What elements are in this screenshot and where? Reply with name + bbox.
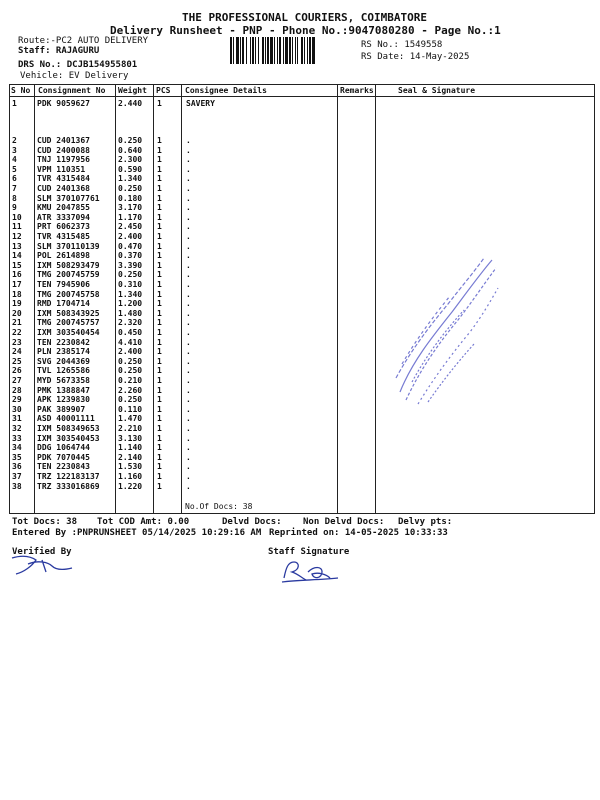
table-row <box>0 338 600 348</box>
row-sno: 29 <box>12 395 22 405</box>
row-pcs: 1 <box>157 203 162 213</box>
row-sno: 28 <box>12 385 22 395</box>
row-consignment-no: IXM 508343925 <box>37 308 100 318</box>
table-row <box>0 155 600 165</box>
row-consignee: . <box>186 241 191 251</box>
row-consignment-no: KMU 2047855 <box>37 203 90 213</box>
row-consignee: . <box>186 232 191 241</box>
row-sno: 2 <box>12 136 17 145</box>
col-header-sno: S No <box>11 86 31 95</box>
row-consignment-no: TVR 4315484 <box>37 174 90 184</box>
row-sno: 14 <box>12 251 22 261</box>
rs-number: RS No.: 1549558 <box>361 40 443 50</box>
barcode-bar <box>246 37 247 64</box>
row-sno: 3 <box>12 145 17 155</box>
row-pcs: 1 <box>157 424 162 433</box>
row-pcs: 1 <box>157 280 162 289</box>
barcode-bar <box>301 37 303 64</box>
row-pcs: 1 <box>157 164 162 174</box>
row-weight: 2.440 <box>118 99 143 108</box>
table-header-divider <box>9 96 595 97</box>
row-weight: 0.590 <box>118 164 143 174</box>
row-weight: 0.180 <box>118 193 143 203</box>
row-sno: 10 <box>12 212 22 222</box>
row-weight: 2.450 <box>118 222 143 232</box>
row-weight: 2.320 <box>118 318 143 328</box>
row-consignee: . <box>186 203 191 213</box>
row-pcs: 1 <box>157 99 162 108</box>
row-sno: 26 <box>12 366 22 376</box>
row-sno: 36 <box>12 462 22 472</box>
col-header-consignee: Consignee Details <box>185 86 267 95</box>
row-consignment-no: SLM 370110139 <box>37 241 100 251</box>
row-pcs: 1 <box>157 414 162 424</box>
staff-signature-label: Staff Signature <box>268 547 350 557</box>
row-pcs: 1 <box>157 232 162 241</box>
table-row <box>0 376 600 386</box>
barcode-bar <box>267 37 269 64</box>
table-row <box>0 366 600 376</box>
col-header-weight: Weight <box>118 86 147 95</box>
row-consignee: . <box>186 299 191 309</box>
row-consignment-no: TEN 2230842 <box>37 337 90 347</box>
row-sno: 17 <box>12 280 22 289</box>
entered-by: Entered By :PNPRUNSHEET 05/14/2025 10:29:16 AM <box>12 528 262 538</box>
row-sno: 19 <box>12 299 22 309</box>
table-row <box>0 203 600 213</box>
row-weight: 1.220 <box>118 481 143 491</box>
table-row <box>0 395 600 405</box>
row-pcs: 1 <box>157 136 162 145</box>
row-pcs: 1 <box>157 308 162 318</box>
barcode-bar <box>230 37 232 64</box>
row-pcs: 1 <box>157 270 162 280</box>
non-delivered-docs: Non Delvd Docs: <box>303 517 385 527</box>
table-row <box>0 270 600 280</box>
row-weight: 0.370 <box>118 251 143 261</box>
barcode-bar <box>277 37 278 64</box>
total-docs: Tot Docs: 38 <box>12 517 78 527</box>
row-weight: 1.470 <box>118 414 143 424</box>
row-pcs: 1 <box>157 347 162 357</box>
row-sno: 31 <box>12 414 22 424</box>
row-pcs: 1 <box>157 385 162 395</box>
row-consignee: . <box>186 433 191 443</box>
row-pcs: 1 <box>157 472 162 481</box>
row-weight: 0.310 <box>118 280 143 289</box>
verified-by-label: Verified By <box>12 547 72 557</box>
row-pcs: 1 <box>157 356 162 366</box>
table-row <box>0 453 600 463</box>
row-weight: 1.200 <box>118 299 143 309</box>
row-consignee: . <box>186 308 191 318</box>
reprinted-on: Reprinted on: 14-05-2025 10:33:33 <box>269 528 448 538</box>
row-consignee: . <box>186 174 191 184</box>
row-consignment-no: ATR 3337094 <box>37 212 90 222</box>
row-weight: 1.170 <box>118 212 143 222</box>
row-consignee: . <box>186 347 191 357</box>
row-consignment-no: PLN 2385174 <box>37 347 90 357</box>
row-sno: 27 <box>12 376 22 385</box>
row-consignee: . <box>186 385 191 395</box>
row-sno: 16 <box>12 270 22 280</box>
barcode-bar <box>250 37 251 64</box>
row-consignment-no: TRZ 122183137 <box>37 472 100 481</box>
row-weight: 2.400 <box>118 232 143 241</box>
company-name: THE PROFESSIONAL COURIERS, COIMBATORE <box>182 11 428 24</box>
row-consignee: . <box>186 404 191 414</box>
row-consignee: . <box>186 462 191 472</box>
row-pcs: 1 <box>157 328 162 337</box>
table-row <box>0 261 600 271</box>
row-consignment-no: IXM 303540453 <box>37 433 100 443</box>
barcode-bar <box>274 37 275 64</box>
table-row <box>0 184 600 194</box>
row-consignment-no: TMG 200745759 <box>37 270 100 280</box>
table-row <box>0 318 600 328</box>
row-consignee: . <box>186 136 191 145</box>
row-consignee: . <box>186 414 191 424</box>
table-row <box>0 472 600 482</box>
barcode-bar <box>265 37 266 64</box>
row-pcs: 1 <box>157 481 162 491</box>
row-pcs: 1 <box>157 366 162 376</box>
row-weight: 3.170 <box>118 203 143 213</box>
row-consignee: . <box>186 481 191 491</box>
row-weight: 0.250 <box>118 395 143 405</box>
row-consignee: . <box>186 184 191 193</box>
row-consignee: . <box>186 424 191 433</box>
delivery-stamp <box>392 252 502 412</box>
row-sno: 34 <box>12 443 22 453</box>
table-row <box>0 194 600 204</box>
table-row <box>0 299 600 309</box>
row-sno: 25 <box>12 356 22 366</box>
row-weight: 2.300 <box>118 155 143 165</box>
barcode-bar <box>255 37 256 64</box>
table-row <box>0 222 600 232</box>
barcode-bar <box>307 37 308 64</box>
row-sno: 15 <box>12 260 22 270</box>
row-sno: 13 <box>12 241 22 251</box>
table-row <box>0 424 600 434</box>
row-sno: 5 <box>12 164 17 174</box>
table-row <box>0 347 600 357</box>
row-pcs: 1 <box>157 241 162 251</box>
row-consignment-no: PAK 389907 <box>37 404 86 414</box>
row-consignment-no: PMK 1388847 <box>37 385 90 395</box>
row-weight: 0.640 <box>118 145 143 155</box>
row-weight: 2.260 <box>118 385 143 395</box>
row-sno: 4 <box>12 155 17 165</box>
row-sno: 7 <box>12 184 17 193</box>
staff-signature <box>278 558 342 584</box>
barcode-bar <box>240 37 241 64</box>
row-consignment-no: MYD 5673358 <box>37 376 90 385</box>
barcode-bar <box>297 37 298 64</box>
row-sno: 8 <box>12 193 17 203</box>
row-consignment-no: IXM 508349653 <box>37 424 100 433</box>
row-consignee: . <box>186 366 191 376</box>
row-consignment-no: TMG 200745758 <box>37 289 100 299</box>
barcode-bar <box>283 37 284 64</box>
row-consignment-no: TVR 4315485 <box>37 232 90 241</box>
col-header-pcs: PCS <box>156 86 171 95</box>
row-sno: 9 <box>12 203 17 213</box>
row-sno: 12 <box>12 232 22 241</box>
barcode-bar <box>295 37 296 64</box>
row-sno: 6 <box>12 174 17 184</box>
table-row <box>0 482 600 492</box>
row-weight: 0.210 <box>118 376 143 385</box>
row-sno: 32 <box>12 424 22 433</box>
col-header-consignment: Consignment No <box>38 86 106 95</box>
row-consignee: . <box>186 395 191 405</box>
row-pcs: 1 <box>157 443 162 453</box>
row-consignment-no: RMD 1704714 <box>37 299 90 309</box>
row-weight: 0.250 <box>118 356 143 366</box>
row-consignment-no: IXM 303540454 <box>37 328 100 337</box>
row-sno: 23 <box>12 337 22 347</box>
rs-date: RS Date: 14-May-2025 <box>361 52 470 62</box>
row-consignment-no: VPM 110351 <box>37 164 86 174</box>
row-sno: 38 <box>12 481 22 491</box>
row-sno: 37 <box>12 472 22 481</box>
row-consignment-no: IXM 508293479 <box>37 260 100 270</box>
row-weight: 3.390 <box>118 260 143 270</box>
row-consignee: . <box>186 472 191 481</box>
row-pcs: 1 <box>157 184 162 193</box>
row-pcs: 1 <box>157 299 162 309</box>
table-row <box>0 386 600 396</box>
row-consignee: . <box>186 145 191 155</box>
barcode-bar <box>242 37 244 64</box>
row-pcs: 1 <box>157 174 162 184</box>
barcode-bar <box>236 37 239 64</box>
row-consignee: . <box>186 289 191 299</box>
row-consignment-no: TEN 2230843 <box>37 462 90 472</box>
row-pcs: 1 <box>157 289 162 299</box>
row-consignee: . <box>186 337 191 347</box>
row-consignment-no: ASD 40001111 <box>37 414 95 424</box>
row-consignee: . <box>186 212 191 222</box>
row-consignee: . <box>186 452 191 462</box>
row-weight: 0.250 <box>118 136 143 145</box>
table-row <box>0 165 600 175</box>
row-pcs: 1 <box>157 462 162 472</box>
row-consignee: . <box>186 260 191 270</box>
row-pcs: 1 <box>157 452 162 462</box>
row-pcs: 1 <box>157 251 162 261</box>
row-weight: 0.250 <box>118 184 143 193</box>
row-consignment-no: PRT 6062373 <box>37 222 90 232</box>
row-consignment-no: SLM 370107761 <box>37 193 100 203</box>
row-pcs: 1 <box>157 145 162 155</box>
row-pcs: 1 <box>157 260 162 270</box>
row-consignment-no: CUD 2401367 <box>37 136 90 145</box>
row-weight: 4.410 <box>118 337 143 347</box>
row-weight: 0.250 <box>118 366 143 376</box>
row-consignee: . <box>186 164 191 174</box>
barcode-bar <box>289 37 291 64</box>
row-weight: 1.530 <box>118 462 143 472</box>
col-header-seal: Seal & Signature <box>398 86 476 95</box>
row-consignment-no: TMG 200745757 <box>37 318 100 328</box>
barcode-bar <box>292 37 293 64</box>
row-sno: 11 <box>12 222 22 232</box>
row-weight: 1.340 <box>118 174 143 184</box>
row-consignment-no: PDK 7070445 <box>37 452 90 462</box>
row-weight: 1.160 <box>118 472 143 481</box>
barcode-bar <box>233 37 234 64</box>
row-consignment-no: CUD 2401368 <box>37 184 90 193</box>
row-sno: 33 <box>12 433 22 443</box>
table-row <box>0 405 600 415</box>
row-sno: 1 <box>12 99 17 108</box>
barcode-bar <box>258 37 259 64</box>
row-weight: 0.450 <box>118 328 143 337</box>
barcode-bar <box>262 37 264 64</box>
table-row <box>0 242 600 252</box>
table-row <box>0 309 600 319</box>
table-row <box>0 328 600 338</box>
row-consignment-no: TVL 1265586 <box>37 366 90 376</box>
table-row <box>0 290 600 300</box>
row-weight: 2.140 <box>118 452 143 462</box>
row-consignee: . <box>186 443 191 453</box>
table-row <box>0 434 600 444</box>
row-weight: 2.400 <box>118 347 143 357</box>
table-row <box>0 213 600 223</box>
row-weight: 0.110 <box>118 404 143 414</box>
row-sno: 21 <box>12 318 22 328</box>
table-row <box>0 174 600 184</box>
row-consignee: . <box>186 270 191 280</box>
table-row <box>0 136 600 146</box>
staff-label: Staff: RAJAGURU <box>18 46 100 56</box>
row-consignee: . <box>186 280 191 289</box>
row-consignee: . <box>186 356 191 366</box>
row-consignee: . <box>186 318 191 328</box>
table-row <box>0 251 600 261</box>
delivery-points: Delvy pts: <box>398 517 453 527</box>
row-weight: 2.210 <box>118 424 143 433</box>
no-of-docs: No.Of Docs: 38 <box>185 502 253 511</box>
row-weight: 0.250 <box>118 270 143 280</box>
row-pcs: 1 <box>157 318 162 328</box>
row-pcs: 1 <box>157 337 162 347</box>
row-sno: 24 <box>12 347 22 357</box>
row-pcs: 1 <box>157 376 162 385</box>
table-row <box>0 99 600 109</box>
barcode-bar <box>279 37 281 64</box>
row-consignee: . <box>186 251 191 261</box>
row-pcs: 1 <box>157 222 162 232</box>
row-consignment-no: SVG 2044369 <box>37 356 90 366</box>
barcode-bar <box>252 37 254 64</box>
row-sno: 20 <box>12 308 22 318</box>
table-row <box>0 414 600 424</box>
barcode-bar <box>285 37 288 64</box>
row-consignee: . <box>186 376 191 385</box>
row-consignment-no: TEN 7945906 <box>37 280 90 289</box>
row-weight: 0.470 <box>118 241 143 251</box>
total-cod-amount: Tot COD Amt: 0.00 <box>97 517 190 527</box>
row-weight: 1.340 <box>118 289 143 299</box>
row-pcs: 1 <box>157 433 162 443</box>
row-consignment-no: POL 2614898 <box>37 251 90 261</box>
table-row <box>0 232 600 242</box>
runsheet-subtitle: Delivery Runsheet - PNP - Phone No.:9047080280 - Page No.:1 <box>110 24 501 37</box>
barcode <box>230 37 352 64</box>
delivered-docs: Delvd Docs: <box>222 517 282 527</box>
row-pcs: 1 <box>157 404 162 414</box>
table-row <box>0 280 600 290</box>
row-consignment-no: DDG 1064744 <box>37 443 90 453</box>
row-sno: 18 <box>12 289 22 299</box>
row-weight: 1.140 <box>118 443 143 453</box>
row-pcs: 1 <box>157 395 162 405</box>
barcode-bar <box>304 37 305 64</box>
row-sno: 35 <box>12 452 22 462</box>
verifier-signature <box>8 552 78 576</box>
row-pcs: 1 <box>157 212 162 222</box>
row-consignment-no: TNJ 1197956 <box>37 155 90 165</box>
barcode-bar <box>270 37 273 64</box>
barcode-bar <box>309 37 311 64</box>
table-row <box>0 357 600 367</box>
vehicle-label: Vehicle: EV Delivery <box>20 71 129 81</box>
table-row <box>0 443 600 453</box>
row-weight: 3.130 <box>118 433 143 443</box>
table-row <box>0 146 600 156</box>
row-weight: 1.480 <box>118 308 143 318</box>
row-sno: 30 <box>12 404 22 414</box>
row-consignment-no: PDK 9059627 <box>37 99 90 108</box>
table-row <box>0 462 600 472</box>
row-sno: 22 <box>12 328 22 337</box>
col-header-remarks: Remarks <box>340 86 374 95</box>
row-pcs: 1 <box>157 193 162 203</box>
row-consignee: . <box>186 328 191 337</box>
row-consignee: . <box>186 193 191 203</box>
row-consignee: . <box>186 155 191 165</box>
row-consignment-no: TRZ 333016869 <box>37 481 100 491</box>
row-consignee: SAVERY <box>186 99 215 108</box>
row-consignment-no: APK 1239830 <box>37 395 90 405</box>
route-label: Route:-PC2 AUTO DELIVERY <box>18 36 149 46</box>
row-pcs: 1 <box>157 155 162 165</box>
row-consignee: . <box>186 222 191 232</box>
row-consignment-no: CUD 2400088 <box>37 145 90 155</box>
barcode-bar <box>312 37 315 64</box>
drs-number: DRS No.: DCJB154955801 <box>18 60 138 70</box>
